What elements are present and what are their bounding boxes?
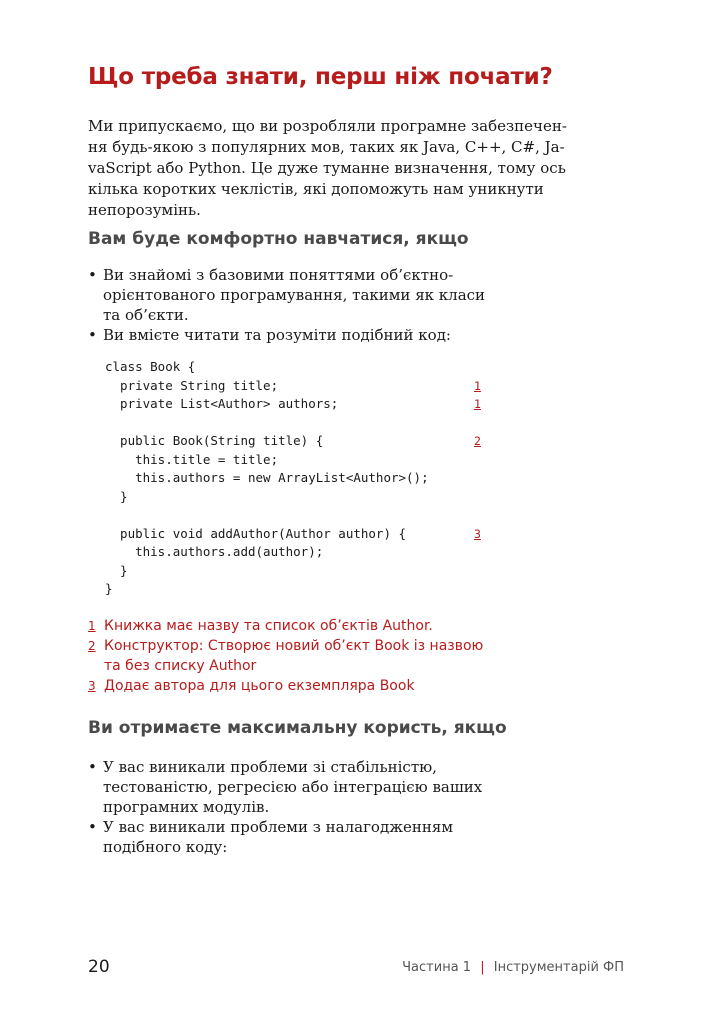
code-line bbox=[105, 432, 485, 451]
bullet-icon: • bbox=[88, 818, 97, 836]
list-item-line: подібного коду: bbox=[103, 838, 228, 856]
list-item bbox=[88, 325, 508, 345]
code-line bbox=[105, 525, 485, 544]
footer-separator: | bbox=[480, 960, 485, 975]
annotation-text: Книжка має назву та список об’єктів Author. bbox=[104, 618, 433, 634]
annotation-item bbox=[88, 676, 488, 696]
code-line bbox=[105, 488, 485, 507]
footer-part: Частина 1 bbox=[402, 960, 472, 975]
list-item-line: програмних модулів. bbox=[103, 798, 270, 816]
list-item-line: тестованістю, регресією або інтеграцією ваших bbox=[103, 778, 483, 796]
code-text: this.authors.add(author); bbox=[105, 544, 324, 559]
code-text: this.title = title; bbox=[105, 451, 279, 467]
bullet-icon: • bbox=[88, 266, 97, 284]
code-line bbox=[105, 414, 485, 433]
list-item-line: У вас виникали проблеми зі стабільністю, bbox=[103, 758, 437, 776]
intro-line: vaScript або Python. Це дуже туманне визначення, тому ось bbox=[88, 159, 566, 177]
code-text: } bbox=[105, 488, 128, 504]
code-text: this.authors = new ArrayList<Author>(); bbox=[105, 470, 429, 485]
list-item bbox=[88, 757, 508, 817]
code-text: public void addAuthor(Author author) { bbox=[105, 525, 407, 541]
code-text: private List<Author> authors; bbox=[105, 396, 339, 411]
section-heading-benefit: Ви отримаєте максимальну користь, якщо bbox=[88, 718, 507, 738]
code-text: private String title; bbox=[105, 377, 279, 393]
code-text: class Book { bbox=[105, 359, 196, 374]
annotation-number: 1 bbox=[88, 619, 96, 633]
code-line bbox=[105, 562, 485, 581]
list-item-line: Ви знайомі з базовими поняттями об’єктно- bbox=[103, 266, 454, 284]
code-listing bbox=[105, 358, 485, 599]
list-item bbox=[88, 817, 508, 857]
code-line bbox=[105, 451, 485, 470]
list-item-line: та об’єкти. bbox=[103, 306, 189, 324]
list-item bbox=[88, 265, 508, 325]
annotation-number: 3 bbox=[88, 679, 96, 693]
list-item-line: орієнтованого програмування, такими як класи bbox=[103, 286, 486, 304]
code-text: public Book(String title) { bbox=[105, 433, 324, 448]
intro-line: ня будь-якою з популярних мов, таких як Java, C++, C#, Ja- bbox=[88, 138, 565, 156]
list-item-line: У вас виникали проблеми з налагодженням bbox=[103, 818, 454, 836]
page-number: 20 bbox=[88, 957, 110, 977]
intro-paragraph bbox=[88, 116, 567, 221]
intro-line: непорозумінь. bbox=[88, 201, 201, 219]
bullet-icon: • bbox=[88, 758, 97, 776]
list-item-line: Ви вмієте читати та розуміти подібний код: bbox=[103, 326, 451, 344]
section-heading-comfortable: Вам буде комфортно навчатися, якщо bbox=[88, 229, 469, 249]
annotation-text: Конструктор: Створює новий об’єкт Book із назвою bbox=[104, 638, 484, 654]
code-line bbox=[105, 395, 485, 414]
intro-line: Ми припускаємо, що ви розробляли програмне забезпечен- bbox=[88, 117, 567, 135]
annotation-number: 2 bbox=[88, 639, 96, 653]
code-line bbox=[105, 543, 485, 562]
annotation-text: Додає автора для цього екземпляра Book bbox=[104, 678, 415, 694]
code-text: } bbox=[105, 581, 113, 596]
footer-chapter: Інструментарій ФП bbox=[493, 960, 624, 975]
code-line bbox=[105, 580, 485, 599]
code-marker: 1 bbox=[474, 397, 481, 411]
code-line bbox=[105, 358, 485, 377]
code-line bbox=[105, 377, 485, 396]
code-marker: 2 bbox=[474, 434, 481, 448]
code-line bbox=[105, 506, 485, 525]
code-marker: 1 bbox=[474, 378, 481, 393]
bullet-icon: • bbox=[88, 326, 97, 344]
prerequisites-list bbox=[88, 265, 508, 345]
running-footer bbox=[402, 960, 624, 975]
annotation-item bbox=[88, 616, 488, 636]
code-line bbox=[105, 469, 485, 488]
code-annotations bbox=[88, 616, 488, 696]
annotation-item bbox=[88, 636, 488, 676]
intro-line: кілька коротких чеклістів, які допоможуть нам уникнути bbox=[88, 180, 544, 198]
code-text: } bbox=[105, 562, 128, 578]
annotation-text: та без списку Author bbox=[104, 658, 257, 674]
benefits-list bbox=[88, 757, 508, 857]
code-marker: 3 bbox=[474, 526, 481, 541]
page-title: Що треба знати, перш ніж почати? bbox=[88, 64, 553, 90]
